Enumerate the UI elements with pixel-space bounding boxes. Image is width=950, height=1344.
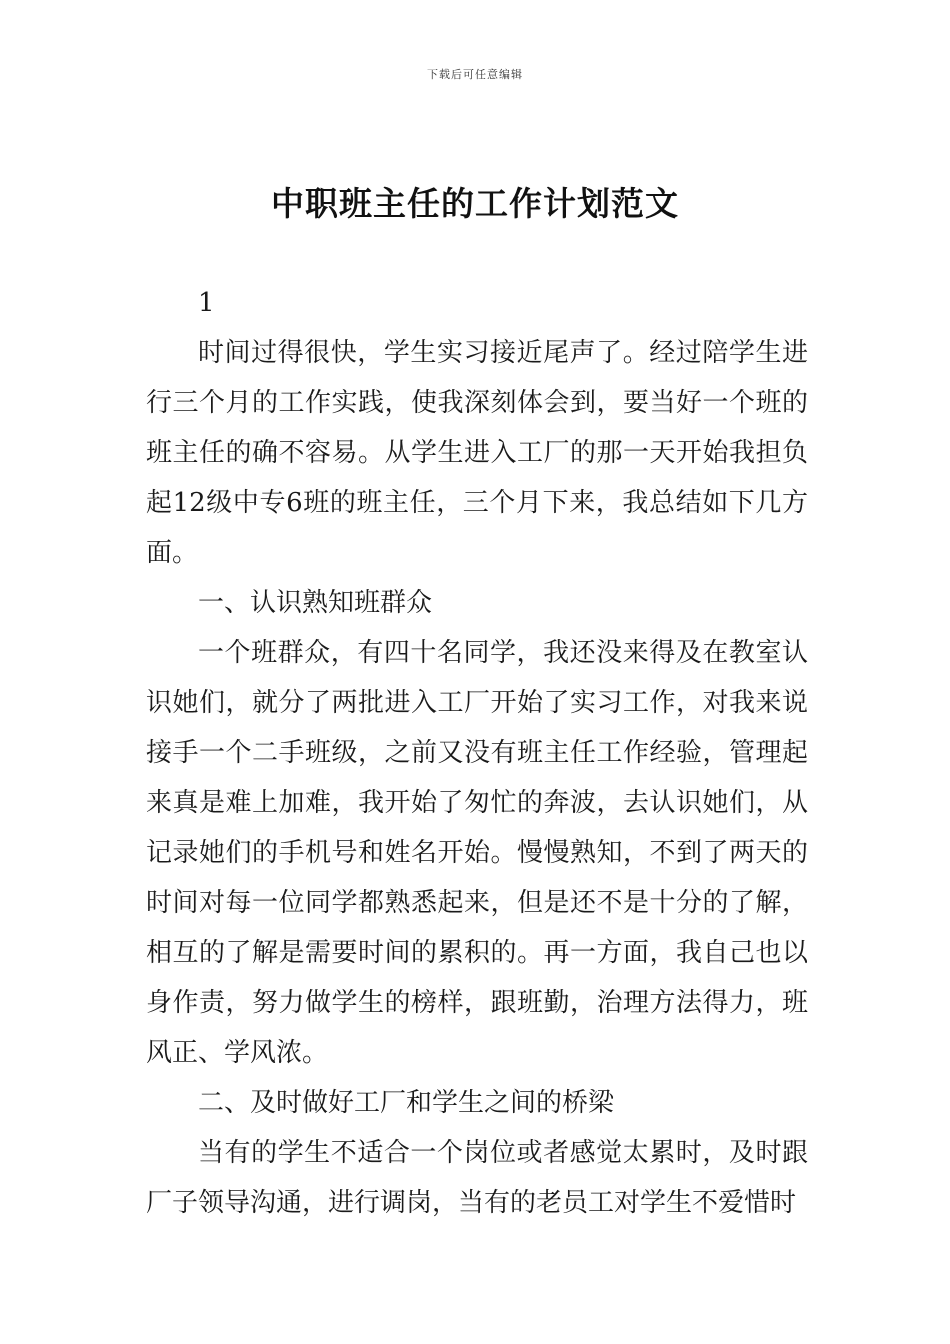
section-number: 1: [198, 288, 215, 318]
section-heading-2: 二、及时做好工厂和学生之间的桥梁: [198, 1088, 615, 1118]
document-title: 中职班主任的工作计划范文: [271, 184, 679, 223]
header-note: 下载后可任意编辑: [427, 68, 523, 81]
document-body: [146, 278, 808, 1228]
body-paragraph-1: 一个班群众，有四十名同学，我还没来得及在教室认识她们，就分了两批进入工厂开始了实习工作，对我来说接手一个二手班级，之前又没有班主任工作经验，管理起来真是难上加难，我开始了匆忙的奔波，去认识她们，从记录她们的手机号和姓名开始。慢慢熟知，不到了两天的时间对每一位同学都熟悉起来，但是还不是十分的了解，相互的了解是需要时间的累积的。再一方面，我自己也以身作责，努力做学生的榜样，跟班勤，治理方法得力，班风正、学风浓。: [146, 638, 808, 1068]
body-paragraph-2: 当有的学生不适合一个岗位或者感觉太累时，及时跟厂子领导沟通，进行调岗，当有的老员工对学生不爱惜时: [146, 1138, 808, 1218]
intro-paragraph: 时间过得很快，学生实习接近尾声了。经过陪学生进行三个月的工作实践，使我深刻体会到，要当好一个班的班主任的确不容易。从学生进入工厂的那一天开始我担负起12级中专6班的班主任，三个月下来，我总结如下几方面。: [146, 338, 808, 568]
section-heading-1: 一、认识熟知班群众: [198, 588, 433, 618]
